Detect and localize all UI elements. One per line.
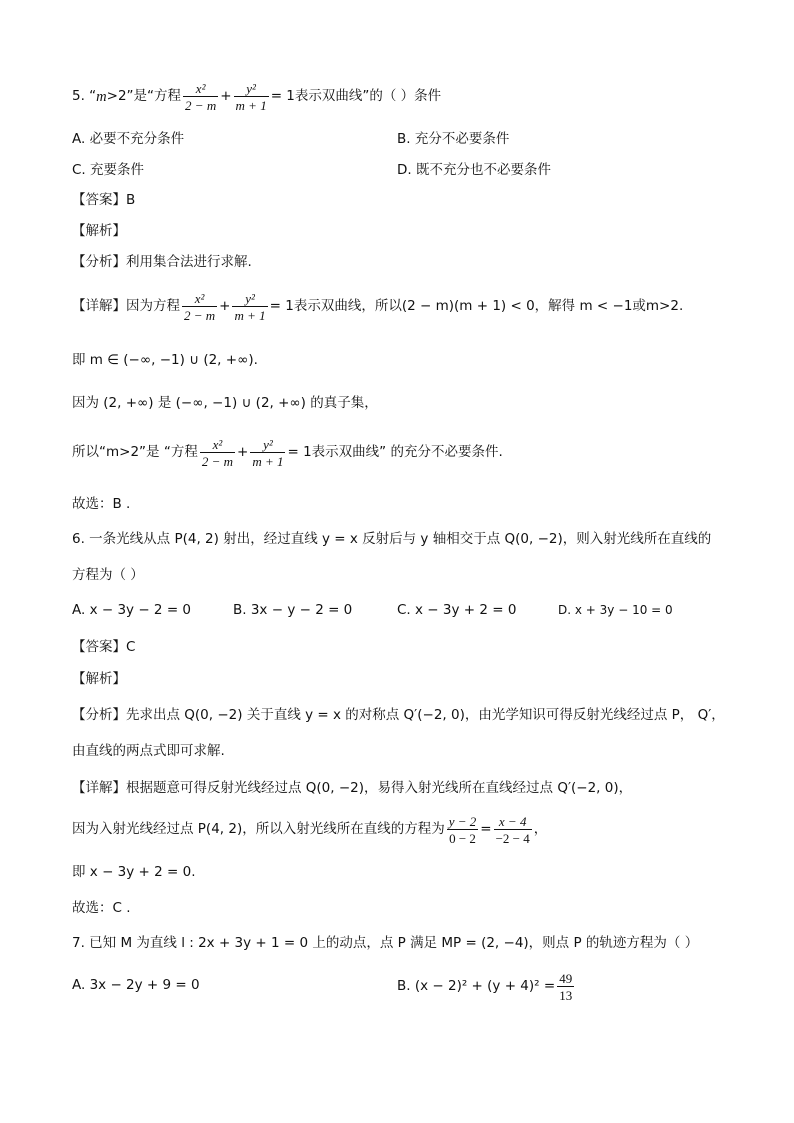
q6-stem-2: 方程为（ ） [72,567,144,583]
q7-option-b: B. (x − 2)² + (y + 4)² = $\frac{49}{13}$ [397,971,573,1003]
q6-xiangjie-4: 故选：C . [72,900,131,916]
q5-option-b: B. 充分不必要条件 [397,131,510,147]
q5-fenxi: 【分析】利用集合法进行求解. [72,254,252,270]
q6-stem-1: 6. 一条光线从点 P(4, 2) 射出，经过直线 y = x 反射后与 y 轴相交于点 Q(0, −2)，则入射光线所在直线的 [72,531,712,547]
q6-option-a: A. x − 3y − 2 = 0 [72,602,192,618]
q6-xiangjie-2: 因为入射光线经过点 P(4, 2)，所以入射光线所在直线的方程为 $\frac{y - 2}{0 - 2}$ = $\frac{x - 4}{-2 - 4}$ ， [72,814,548,846]
q5-line5: 故选：B . [72,496,131,512]
q5-line2: 即 m ∈ (−∞, −1) ∪ (2, +∞). [72,352,258,368]
q6-xiangjie-1: 【详解】根据题意可得反射光线经过点 Q(0, −2)，易得入射光线所在直线经过点 Q′(−2, 0)， [72,780,633,796]
q5-option-c: C. 充要条件 [72,162,145,178]
q6-analysis-title: 【解析】 [72,671,126,687]
q5-frac-x: $\frac{\text{x²}}{2 - m}$ [185,81,217,113]
q6-fenxi-2: 由直线的两点式即可求解. [72,743,225,759]
q5-line3: 因为 (2, +∞) 是 (−∞, −1) ∪ (2, +∞) 的真子集， [72,395,378,411]
q7-option-a: A. 3x − 2y + 9 = 0 [72,977,200,993]
q5-line4: 所以“m>2”是 “方程 $\frac{\text{x²}}{2 - m}$ + $\frac{\text{y²}}{m + 1}$ = 1表示双曲线” 的充分不必要条件. [72,437,503,469]
q6-option-c: C. x − 3y + 2 = 0 [397,602,517,618]
q5-frac-y: $\frac{\text{y²}}{m + 1}$ [235,81,267,113]
q5-option-d: D. 既不充分也不必要条件 [397,162,551,178]
q6-answer: 【答案】C [72,639,136,655]
q6-option-b: B. 3x − y − 2 = 0 [233,602,353,618]
q5-stem: 5. “ m >2”是“方程 $\frac{\text{x²}}{2 - m}$ + $\frac{\text{y²}}{m + 1}$ = 1表示双曲线”的（ ）条件 [72,81,442,113]
q5-xiangjie: 【详解】因为方程 $\frac{\text{x²}}{2 - m}$ + $\frac{\text{y²}}{m + 1}$ = 1表示双曲线，所以(2 − m)(m + 1) < 0，解得 m < −1或m>2. [72,291,684,323]
q7-stem: 7. 已知 M 为直线 l : 2x + 3y + 1 = 0 上的动点，点 P 满足 MP = (2, −4)，则点 P 的轨迹方程为（ ） [72,935,699,951]
q6-option-d: D. x + 3y − 10 = 0 [558,603,673,617]
q6-xiangjie-3: 即 x − 3y + 2 = 0. [72,864,196,880]
q5-answer: 【答案】B [72,192,136,208]
q5-analysis-title: 【解析】 [72,223,126,239]
q5-option-a: A. 必要不充分条件 [72,131,185,147]
q6-fenxi-1: 【分析】先求出点 Q(0, −2) 关于直线 y = x 的对称点 Q′(−2, 0)，由光学知识可得反射光线经过点 P， Q′， [72,707,725,723]
